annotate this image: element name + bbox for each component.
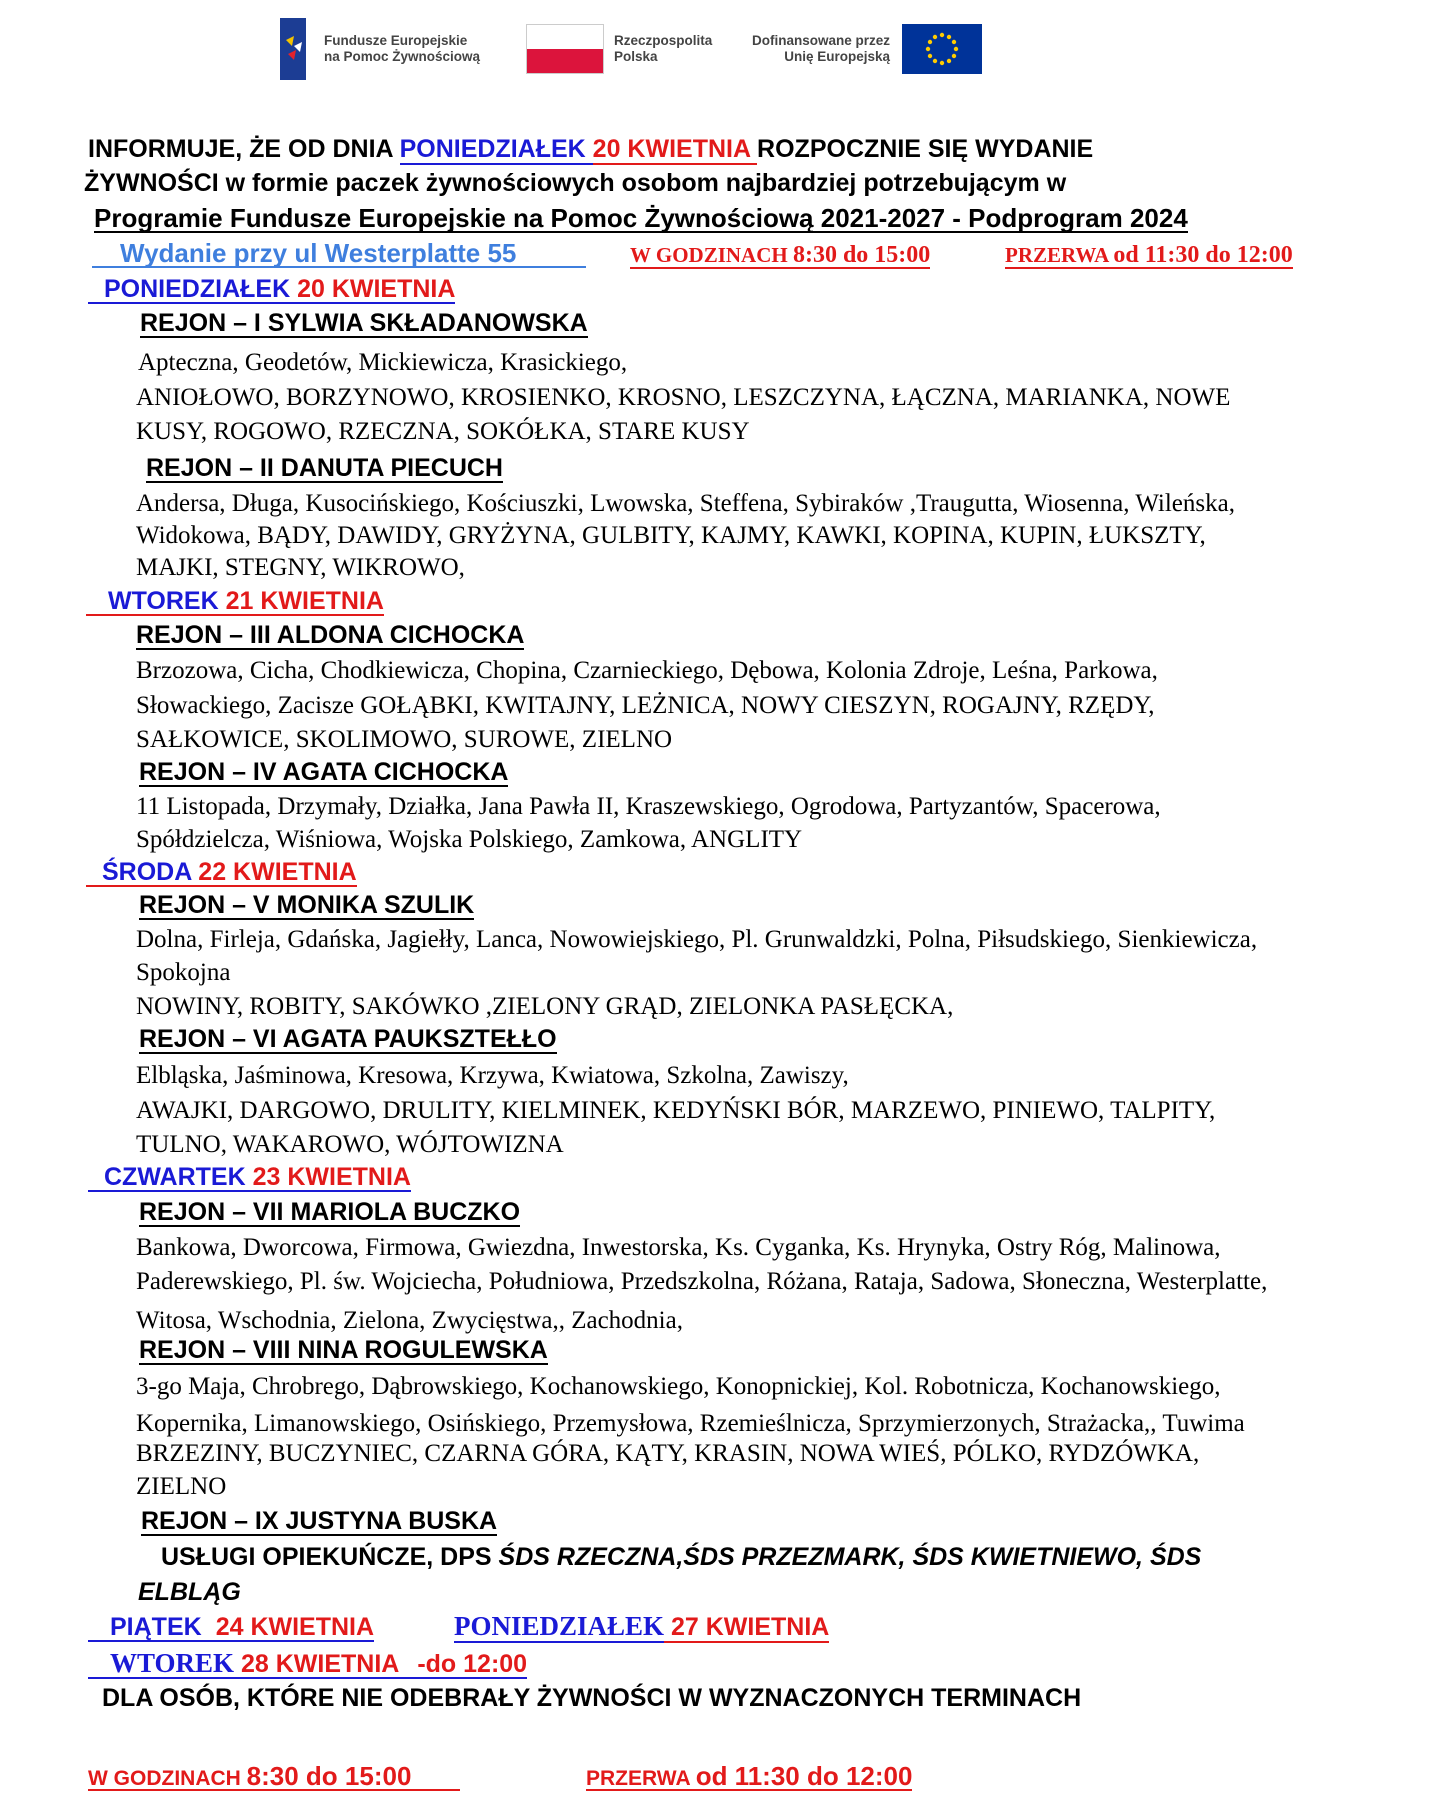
day-name: CZWARTEK	[104, 1163, 246, 1191]
region-5-line-3: NOWINY, ROBITY, SAKÓWKO ,ZIELONY GRĄD, ZIELONKA PASŁĘCKA,	[136, 993, 954, 1020]
day-date: 21 KWIETNIA	[218, 587, 384, 615]
day-monday-27	[454, 1613, 829, 1640]
day-name: WTOREK	[110, 1648, 235, 1678]
region-8-line-3: BRZEZINY, BUCZYNIEC, CZARNA GÓRA, KĄTY, KRASIN, NOWA WIEŚ, PÓLKO, RYDZÓWKA,	[136, 1440, 1200, 1467]
header-start-date: 20 KWIETNIA	[592, 135, 758, 163]
region-2-line-3: MAJKI, STEGNY, WIKROWO,	[136, 554, 465, 581]
region-8-line-2: Kopernika, Limanowskiego, Osińskiego, Przemysłowa, Rzemieślnicza, Sprzymierzonych, Strażacka,, Tuwima	[136, 1410, 1245, 1437]
region-2-line-2: Widokowa, BĄDY, DAWIDY, GRYŻYNA, GULBITY, KAJMY, KAWKI, KOPINA, KUPIN, ŁUKSZTY,	[136, 522, 1206, 549]
hours-value: 8:30 do 15:00	[792, 242, 931, 268]
eu-line-2: Unię Europejską	[784, 49, 891, 64]
day-tuesday	[86, 589, 384, 616]
region-1-title: REJON – I SYLWIA SKŁADANOWSKA	[140, 309, 588, 337]
region-8-title: REJON – VIII NINA ROGULEWSKA	[139, 1336, 548, 1364]
day-until: -do 12:00	[417, 1650, 528, 1678]
polish-flag-icon	[526, 24, 604, 74]
region-6-line-2: AWAJKI, DARGOWO, DRULITY, KIELMINEK, KEDYŃSKI BÓR, MARZEWO, PINIEWO, TALPITY,	[136, 1097, 1216, 1124]
region-5-line-1: Dolna, Firleja, Gdańska, Jagiełły, Lanca, Nowowiejskiego, Pl. Grunwaldzki, Polna, Piłsudskiego, Sienkiewicza,	[136, 926, 1258, 953]
day-date: 20 KWIETNIA	[297, 275, 456, 303]
day-name: ŚRODA	[102, 858, 192, 886]
header-line-1	[88, 137, 1093, 162]
hours-label: W GODZINACH	[88, 1767, 247, 1790]
day-date: 24 KWIETNIA	[215, 1613, 375, 1641]
eu-logo	[752, 18, 982, 80]
day-friday	[88, 1615, 374, 1642]
pl-line-2: Polska	[614, 49, 658, 64]
region-7-line-1: Bankowa, Dworcowa, Firmowa, Gwiezdna, Inwestorska, Ks. Cyganka, Ks. Hrynyka, Ostry Róg, Malinowa,	[136, 1234, 1221, 1261]
region-3-title: REJON – III ALDONA CICHOCKA	[136, 621, 525, 649]
day-thursday	[88, 1165, 411, 1192]
fe-emblem-icon	[280, 18, 314, 80]
region-2-line-1: Andersa, Długa, Kusocińskiego, Kościuszki, Lwowska, Steffena, Sybiraków ,Traugutta, Wiosenna, Wileńska,	[136, 490, 1235, 517]
region-3-line-2: Słowackiego, Zacisze GOŁĄBKI, KWITAJNY, LEŻNICA, NOWY CIESZYN, ROGAJNY, RZĘDY,	[136, 692, 1155, 719]
region-6-title: REJON – VI AGATA PAUKSZTEŁŁO	[139, 1025, 557, 1053]
day-date: 23 KWIETNIA	[245, 1163, 411, 1191]
break-label: PRZERWA	[586, 1767, 696, 1790]
footer-hours	[88, 1763, 460, 1791]
region-5-title: REJON – V MONIKA SZULIK	[139, 891, 475, 919]
fe-logo	[280, 18, 480, 80]
pl-logo	[526, 18, 712, 80]
region-8-line-4: ZIELNO	[136, 1473, 227, 1500]
region-6-line-1: Elbląska, Jaśminowa, Kresowa, Krzywa, Kwiatowa, Szkolna, Zawiszy,	[136, 1062, 849, 1089]
logo-bar	[280, 18, 1020, 80]
region-1-line-1: Apteczna, Geodetów, Mickiewicza, Krasickiego,	[138, 349, 628, 376]
program-title: Programie Fundusze Europejskie na Pomoc Żywnościową 2021-2027 - Podprogram 2024	[94, 203, 1188, 233]
region-3-line-1: Brzozowa, Cicha, Chodkiewicza, Chopina, Czarnieckiego, Dębowa, Kolonia Zdroje, Leśna, Parkowa,	[136, 657, 1158, 684]
day-name: PONIEDZIAŁEK	[454, 1611, 665, 1641]
region-1-line-3: KUSY, ROGOWO, RZECZNA, SOKÓŁKA, STARE KUSY	[136, 418, 750, 445]
day-name: WTOREK	[108, 587, 219, 615]
region-9-sds: ŚDS RZECZNA,ŚDS PRZEZMARK, ŚDS KWIETNIEWO, ŚDS	[498, 1543, 1202, 1571]
region-4-line-1: 11 Listopada, Drzymały, Działka, Jana Pawła II, Kraszewskiego, Ogrodowa, Partyzantów, Spacerowa,	[136, 793, 1161, 820]
break-value: od 11:30 do 12:00	[695, 1761, 913, 1791]
region-5-line-2: Spokojna	[136, 959, 231, 986]
break-label: PRZERWA	[1005, 243, 1114, 267]
region-9-title: REJON – IX JUSTYNA BUSKA	[141, 1507, 498, 1535]
header-break	[1005, 243, 1293, 269]
fe-line-1: Fundusze Europejskie	[324, 33, 468, 48]
region-6-line-3: TULNO, WAKAROWO, WÓJTOWIZNA	[136, 1131, 564, 1158]
region-7-line-2: Paderewskiego, Pl. św. Wojciecha, Południowa, Przedszkolna, Różana, Rataja, Sadowa, Słoneczna, Westerplatte,	[136, 1268, 1268, 1295]
region-9-services: USŁUGI OPIEKUŃCZE, DPS	[161, 1543, 499, 1571]
header-hours	[630, 243, 930, 269]
eu-line-1: Dofinansowane przez	[752, 33, 891, 48]
fe-line-2: na Pomoc Żywnościową	[324, 49, 481, 64]
day-monday	[88, 277, 455, 304]
day-date: 27 KWIETNIA	[664, 1613, 830, 1641]
header-start-day: PONIEDZIAŁEK	[399, 135, 593, 163]
region-1-line-2: ANIOŁOWO, BORZYNOWO, KROSIENKO, KROSNO, LESZCZYNA, ŁĄCZNA, MARIANKA, NOWE	[136, 384, 1231, 411]
region-9-line-1	[161, 1545, 1201, 1570]
header-line-2: ŻYWNOŚCI w formie paczek żywnościowych osobom najbardziej potrzebującym w	[84, 169, 1067, 197]
day-date: 28 KWIETNIA	[234, 1650, 400, 1678]
region-7-line-3: Witosa, Wschodnia, Zielona, Zwycięstwa,, Zachodnia,	[136, 1307, 683, 1334]
region-4-line-2: Spółdzielcza, Wiśniowa, Wojska Polskiego, Zamkowa, ANGLITY	[136, 826, 803, 853]
region-8-line-1: 3-go Maja, Chrobrego, Dąbrowskiego, Kochanowskiego, Konopnickiej, Kol. Robotnicza, Kochanowskiego,	[136, 1373, 1221, 1400]
break-value: od 11:30 do 12:00	[1113, 242, 1293, 268]
day-name: PONIEDZIAŁEK	[104, 275, 298, 303]
region-7-title: REJON – VII MARIOLA BUCZKO	[139, 1198, 521, 1226]
day-name: PIĄTEK	[110, 1613, 202, 1641]
day-tuesday-28	[88, 1650, 527, 1679]
eu-flag-icon	[902, 24, 982, 74]
region-9-line-2: ELBLĄG	[138, 1578, 241, 1606]
distribution-place: Wydanie przy ul Westerplatte 55	[92, 240, 586, 268]
pl-line-1: Rzeczpospolita	[614, 33, 713, 48]
missed-pickup-note: DLA OSÓB, KTÓRE NIE ODEBRAŁY ŻYWNOŚCI W WYZNACZONYCH TERMINACH	[102, 1684, 1082, 1712]
hours-label: W GODZINACH	[630, 243, 793, 267]
region-4-title: REJON – IV AGATA CICHOCKA	[139, 758, 509, 786]
header-intro: INFORMUJE, ŻE OD DNIA	[88, 135, 400, 163]
day-wednesday	[86, 860, 357, 887]
region-2-title: REJON – II DANUTA PIECUCH	[146, 454, 503, 482]
footer-break	[586, 1763, 912, 1791]
header-intro-end: ROZPOCZNIE SIĘ WYDANIE	[757, 135, 1094, 163]
day-date: 22 KWIETNIA	[191, 858, 357, 886]
hours-value: 8:30 do 15:00	[246, 1761, 412, 1791]
region-3-line-3: SAŁKOWICE, SKOLIMOWO, SUROWE, ZIELNO	[136, 726, 673, 753]
